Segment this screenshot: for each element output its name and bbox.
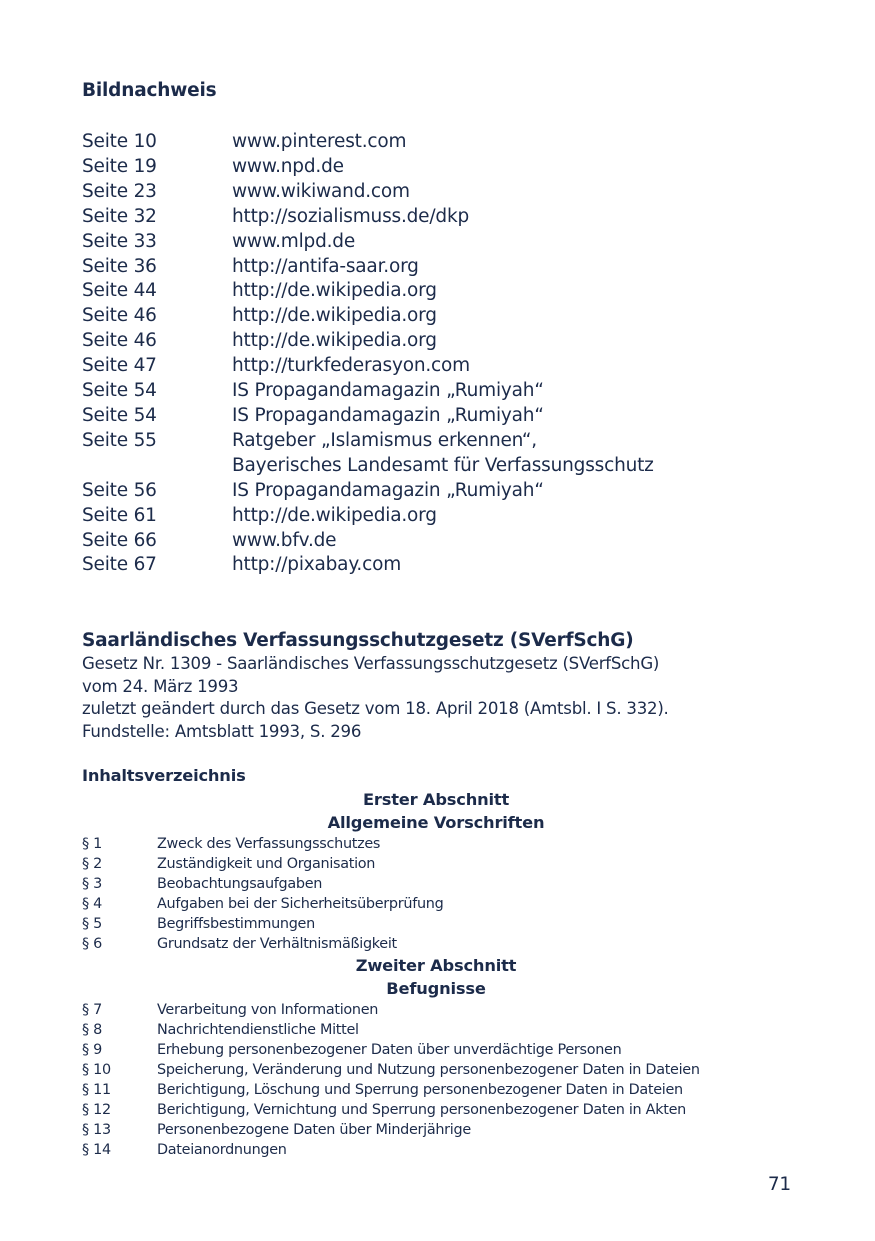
credit-source-line: www.mlpd.de xyxy=(232,230,356,252)
credit-page: Seite 61 xyxy=(82,504,157,526)
credit-row xyxy=(82,479,782,504)
credit-row xyxy=(82,504,782,529)
law-line: zuletzt geändert durch das Gesetz vom 18. April 2018 (Amtsbl. I S. 332). xyxy=(82,699,669,718)
credit-row xyxy=(82,130,782,155)
toc-entry xyxy=(82,1040,790,1060)
toc-section-heading: Zweiter Abschnitt xyxy=(355,956,517,975)
table-of-contents xyxy=(82,788,790,1160)
credit-page: Seite 66 xyxy=(82,529,157,551)
toc-entry-number: § 9 xyxy=(82,1042,103,1058)
credit-page: Seite 36 xyxy=(82,255,157,277)
credit-row xyxy=(82,529,782,554)
toc-entry-number: § 5 xyxy=(82,916,103,932)
toc-entry-label: Grundsatz der Verhältnismäßigkeit xyxy=(157,936,397,952)
law-line: Gesetz Nr. 1309 - Saarländisches Verfassungsschutzgesetz (SVerfSchG) xyxy=(82,654,660,673)
credit-source xyxy=(232,279,782,304)
toc-entry-number: § 10 xyxy=(82,1062,111,1078)
toc-title: Inhaltsverzeichnis xyxy=(82,766,246,785)
credit-source xyxy=(232,329,782,354)
toc-entry xyxy=(82,1100,790,1120)
toc-entry-label: Begriffsbestimmungen xyxy=(157,916,315,932)
toc-entry xyxy=(82,834,790,854)
toc-entry-label: Speicherung, Veränderung und Nutzung personenbezogener Daten in Dateien xyxy=(157,1062,700,1078)
toc-entry xyxy=(82,934,790,954)
toc-entry-number: § 13 xyxy=(82,1122,111,1138)
page-number: 71 xyxy=(767,1174,791,1195)
credit-source xyxy=(232,354,782,379)
toc-entry-label: Verarbeitung von Informationen xyxy=(157,1002,379,1018)
credit-source xyxy=(232,529,782,554)
law-block xyxy=(82,628,802,743)
credit-page: Seite 54 xyxy=(82,404,157,426)
credit-source-line: IS Propagandamagazin „Rumiyah“ xyxy=(232,404,544,426)
toc-entry-number: § 14 xyxy=(82,1142,111,1158)
credit-source xyxy=(232,379,782,404)
credit-row xyxy=(82,180,782,205)
credit-source-line: http://de.wikipedia.org xyxy=(232,330,437,352)
credit-row xyxy=(82,553,782,578)
toc-entry-number: § 8 xyxy=(82,1022,103,1038)
toc-entry xyxy=(82,854,790,874)
credit-source-line: IS Propagandamagazin „Rumiyah“ xyxy=(232,380,544,402)
credit-source-line: Bayerisches Landesamt für Verfassungsschutz xyxy=(232,454,654,476)
law-title: Saarländisches Verfassungsschutzgesetz (SVerfSchG) xyxy=(82,630,634,651)
credit-source-line: Ratgeber „Islamismus erkennen“, xyxy=(232,429,537,451)
toc-entry-label: Zuständigkeit und Organisation xyxy=(157,856,376,872)
credit-page: Seite 67 xyxy=(82,554,157,576)
toc-entry xyxy=(82,874,790,894)
credit-source-line: www.npd.de xyxy=(232,155,344,177)
credit-row xyxy=(82,379,782,404)
credits-heading: Bildnachweis xyxy=(82,80,217,101)
credit-page: Seite 10 xyxy=(82,131,157,152)
credit-source-line: http://de.wikipedia.org xyxy=(232,504,437,526)
credit-source xyxy=(232,553,782,578)
toc-entry xyxy=(82,1060,790,1080)
toc-entry-label: Personenbezogene Daten über Minderjährige xyxy=(157,1122,471,1138)
credit-page: Seite 54 xyxy=(82,380,157,402)
toc-entry-label: Berichtigung, Vernichtung und Sperrung personenbezogener Daten in Akten xyxy=(157,1102,686,1118)
credit-source xyxy=(232,130,782,155)
credit-source-line: www.pinterest.com xyxy=(232,131,407,152)
credit-source xyxy=(232,230,782,255)
credit-row xyxy=(82,255,782,280)
credit-row xyxy=(82,230,782,255)
credit-row xyxy=(82,279,782,304)
toc-entry-label: Aufgaben bei der Sicherheitsüberprüfung xyxy=(157,896,444,912)
credit-source-line: http://sozialismuss.de/dkp xyxy=(232,205,469,227)
credit-page: Seite 33 xyxy=(82,230,157,252)
credit-source-line: www.bfv.de xyxy=(232,529,337,551)
law-line: Fundstelle: Amtsblatt 1993, S. 296 xyxy=(82,721,362,741)
law-line: vom 24. März 1993 xyxy=(82,676,239,696)
credit-source xyxy=(232,155,782,180)
credit-page: Seite 19 xyxy=(82,155,157,177)
credit-row xyxy=(82,404,782,429)
credit-page: Seite 23 xyxy=(82,180,157,202)
credit-page: Seite 56 xyxy=(82,479,157,501)
toc-entry xyxy=(82,894,790,914)
credit-source xyxy=(232,304,782,329)
credit-source xyxy=(232,479,782,504)
toc-section-subheading: Befugnisse xyxy=(386,979,486,998)
toc-entry-number: § 2 xyxy=(82,856,103,872)
toc-entry-label: Berichtigung, Löschung und Sperrung personenbezogener Daten in Dateien xyxy=(157,1082,683,1098)
toc-entry-number: § 7 xyxy=(82,1002,103,1018)
credit-page: Seite 44 xyxy=(82,280,157,302)
credit-page: Seite 46 xyxy=(82,305,157,327)
toc-entry-label: Dateianordnungen xyxy=(157,1142,287,1158)
credit-row xyxy=(82,429,782,479)
credit-source xyxy=(232,255,782,280)
toc-entry-label: Nachrichtendienstliche Mittel xyxy=(157,1022,359,1038)
toc-entry xyxy=(82,1140,790,1160)
credit-source xyxy=(232,504,782,529)
toc-entry xyxy=(82,1080,790,1100)
credit-source-line: IS Propagandamagazin „Rumiyah“ xyxy=(232,479,544,501)
toc-entry-number: § 11 xyxy=(82,1082,111,1098)
toc-entry xyxy=(82,1020,790,1040)
credit-source-line: http://turkfederasyon.com xyxy=(232,355,470,377)
credit-source-line: http://pixabay.com xyxy=(232,554,402,576)
credit-row xyxy=(82,205,782,230)
credit-page: Seite 46 xyxy=(82,330,157,352)
credit-page: Seite 55 xyxy=(82,429,157,451)
credit-row xyxy=(82,329,782,354)
credit-source xyxy=(232,404,782,429)
credit-source-line: http://de.wikipedia.org xyxy=(232,305,437,327)
credits-list xyxy=(82,130,782,578)
toc-section-heading: Erster Abschnitt xyxy=(362,790,510,809)
credit-source xyxy=(232,205,782,230)
credit-source-line: http://de.wikipedia.org xyxy=(232,280,437,302)
toc-entry-number: § 4 xyxy=(82,896,103,912)
credit-page: Seite 32 xyxy=(82,205,157,227)
credit-source-line: http://antifa-saar.org xyxy=(232,255,419,277)
toc-entry-label: Erhebung personenbezogener Daten über unverdächtige Personen xyxy=(157,1042,622,1058)
toc-entry xyxy=(82,1120,790,1140)
toc-entry-number: § 3 xyxy=(82,876,103,892)
credit-page: Seite 47 xyxy=(82,355,157,377)
credit-source xyxy=(232,180,782,205)
toc-entry-number: § 6 xyxy=(82,936,103,952)
toc-entry-label: Zweck des Verfassungsschutzes xyxy=(157,836,381,852)
credit-source xyxy=(232,429,782,479)
toc-entry-number: § 12 xyxy=(82,1102,111,1118)
toc-entry xyxy=(82,1000,790,1020)
toc-section-subheading: Allgemeine Vorschriften xyxy=(327,813,545,832)
credit-row xyxy=(82,304,782,329)
toc-entry-number: § 1 xyxy=(82,836,103,852)
toc-entry xyxy=(82,914,790,934)
credit-row xyxy=(82,354,782,379)
credit-source-line: www.wikiwand.com xyxy=(232,180,410,202)
credit-row xyxy=(82,155,782,180)
toc-entry-label: Beobachtungsaufgaben xyxy=(157,876,323,892)
